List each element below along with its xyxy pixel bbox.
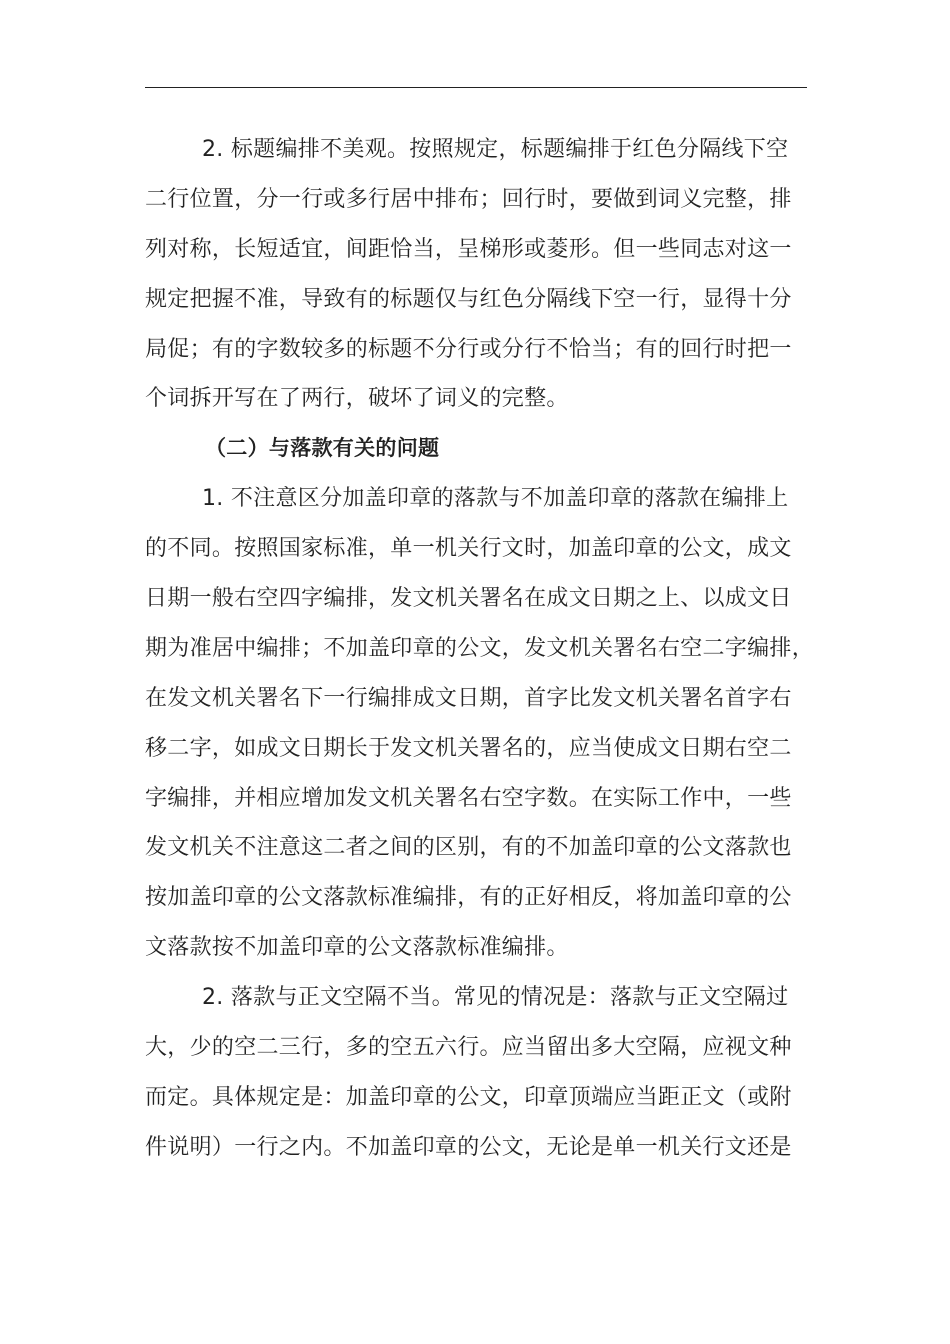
text-line: 列对称，长短适宜，间距恰当，呈梯形或菱形。但一些同志对这一 xyxy=(145,236,792,262)
text-line: 日期一般右空四字编排，发文机关署名在成文日期之上、以成文日 xyxy=(145,586,792,612)
text-line: 2. 标题编排不美观。按照规定，标题编排于红色分隔线下空 xyxy=(202,137,789,162)
text-line: 在发文机关署名下一行编排成文日期，首字比发文机关署名首字右 xyxy=(145,685,792,711)
paragraph-signature-placement xyxy=(145,474,815,973)
text-line: 期为准居中编排；不加盖印章的公文，发文机关署名右空二字编排， xyxy=(145,635,815,661)
text-line: 而定。具体规定是：加盖印章的公文，印章顶端应当距正文（或附 xyxy=(145,1084,792,1110)
text-line: 局促；有的字数较多的标题不分行或分行不恰当；有的回行时把一 xyxy=(145,336,792,362)
header-rule xyxy=(145,87,807,88)
text-line: 个词拆开写在了两行，破坏了词义的完整。 xyxy=(145,386,569,412)
text-line: 移二字，如成文日期长于发文机关署名的，应当使成文日期右空二 xyxy=(145,735,792,761)
paragraph-title-layout xyxy=(145,125,795,424)
text-line: 文落款按不加盖印章的公文落款标准编排。 xyxy=(145,935,569,961)
text-line: 发文机关不注意这二者之间的区别，有的不加盖印章的公文落款也 xyxy=(145,835,792,861)
text-line: 1. 不注意区分加盖印章的落款与不加盖印章的落款在编排上 xyxy=(202,486,789,512)
paragraph-signature-spacing xyxy=(145,973,795,1173)
text-line: 大，少的空二三行，多的空五六行。应当留出多大空隔，应视文种 xyxy=(145,1035,792,1061)
text-line: 字编排，并相应增加发文机关署名右空字数。在实际工作中，一些 xyxy=(145,785,792,811)
text-line: 按加盖印章的公文落款标准编排，有的正好相反，将加盖印章的公 xyxy=(145,885,792,911)
text-line: 规定把握不准，导致有的标题仅与红色分隔线下空一行，显得十分 xyxy=(145,286,792,312)
text-line: 2. 落款与正文空隔不当。常见的情况是：落款与正文空隔过 xyxy=(202,985,789,1011)
section-heading: （二）与落款有关的问题 xyxy=(205,436,440,461)
text-line: 的不同。按照国家标准，单一机关行文时，加盖印章的公文，成文 xyxy=(145,536,792,562)
document-body xyxy=(145,125,815,1173)
text-line: 件说明）一行之内。不加盖印章的公文，无论是单一机关行文还是 xyxy=(145,1134,792,1160)
text-line: 二行位置，分一行或多行居中排布；回行时，要做到词义完整，排 xyxy=(145,186,792,212)
